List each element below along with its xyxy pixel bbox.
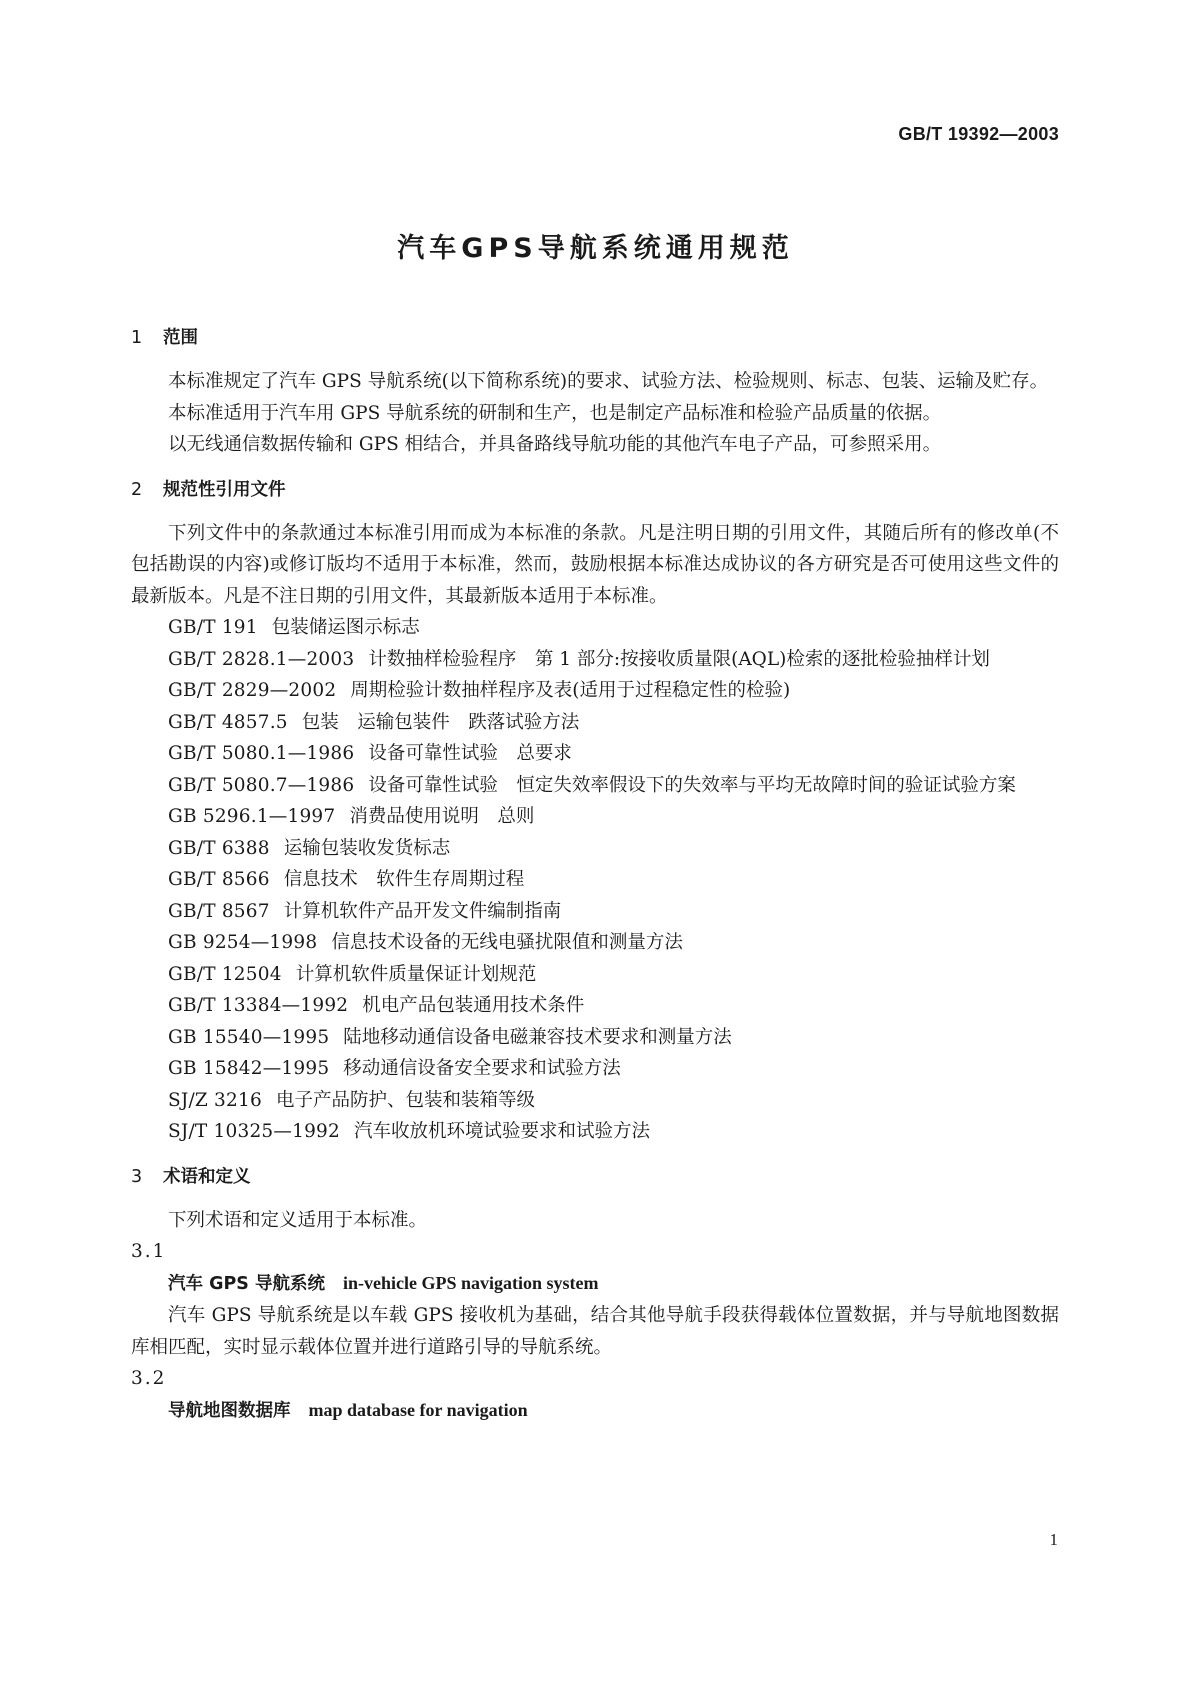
paragraph: 下列文件中的条款通过本标准引用而成为本标准的条款。凡是注明日期的引用文件，其随后所有的修改单(不包括勘误的内容)或修订版均不适用于本标准，然而，鼓励根据本标准达成协议的各方研究是否可使用这些文件的最新版本。凡是不注日期的引用文件，其最新版本适用于本标准。 xyxy=(131,522,1059,607)
section-number: 3 xyxy=(131,1166,143,1187)
reference-title: 消费品使用说明 总则 xyxy=(349,806,535,827)
section-title: 术语和定义 xyxy=(163,1166,251,1187)
document-body xyxy=(131,327,1059,1427)
reference-item xyxy=(131,644,1059,676)
document-title: 汽车GPS导航系统通用规范 xyxy=(397,233,794,264)
term-number: 3.2 xyxy=(131,1368,167,1389)
reference-item xyxy=(131,833,1059,865)
reference-code: GB 5296.1—1997 xyxy=(168,806,336,827)
reference-item xyxy=(131,959,1059,991)
page-number: 1 xyxy=(1049,1530,1058,1549)
reference-title: 计算机软件质量保证计划规范 xyxy=(295,963,537,985)
reference-item xyxy=(131,738,1059,770)
reference-item xyxy=(131,612,1059,644)
reference-title: 陆地移动通信设备电磁兼容技术要求和测量方法 xyxy=(343,1026,732,1048)
reference-list xyxy=(131,612,1059,1148)
reference-item xyxy=(131,675,1059,707)
reference-code: GB/T 8566 xyxy=(168,869,270,890)
reference-item xyxy=(131,990,1059,1022)
reference-item xyxy=(131,927,1059,959)
reference-code: GB 15540—1995 xyxy=(168,1026,330,1048)
reference-code: GB/T 2828.1—2003 xyxy=(168,648,355,670)
paragraph: 以无线通信数据传输和 GPS 相结合，并具备路线导航功能的其他汽车电子产品，可参照采用。 xyxy=(168,434,942,455)
reference-title: 电子产品防护、包装和装箱等级 xyxy=(275,1089,535,1111)
reference-title: 周期检验计数抽样程序及表(适用于过程稳定性的检验) xyxy=(350,680,791,701)
reference-title: 运输包装收发货标志 xyxy=(283,837,451,859)
reference-item xyxy=(131,896,1059,928)
reference-title: 包装 运输包装件 跌落试验方法 xyxy=(301,711,580,733)
term-en: map database for navigation xyxy=(308,1399,528,1420)
reference-title: 包装储运图示标志 xyxy=(271,617,420,638)
reference-item xyxy=(131,707,1059,739)
term-en: in-vehicle GPS navigation system xyxy=(342,1272,599,1293)
section-heading xyxy=(131,479,1059,501)
reference-code: GB/T 5080.1—1986 xyxy=(168,743,355,764)
section-heading xyxy=(131,327,1059,349)
reference-code: GB/T 13384—1992 xyxy=(168,995,349,1016)
reference-item xyxy=(131,1085,1059,1117)
reference-title: 计数抽样检验程序 第 1 部分:按接收质量限(AQL)检索的逐批检验抽样计划 xyxy=(368,648,990,670)
paragraph: 下列术语和定义适用于本标准。 xyxy=(168,1209,428,1231)
standard-code: GB/T 19392—2003 xyxy=(898,124,1059,144)
term-number: 3.1 xyxy=(131,1241,167,1262)
reference-code: GB 9254—1998 xyxy=(168,932,318,953)
section-number: 1 xyxy=(131,328,143,348)
reference-item xyxy=(131,864,1059,896)
reference-title: 汽车收放机环境试验要求和试验方法 xyxy=(353,1121,650,1142)
term-title xyxy=(131,1268,1059,1301)
reference-code: GB 15842—1995 xyxy=(168,1058,330,1079)
section-title: 规范性引用文件 xyxy=(163,479,286,500)
paragraph: 本标准适用于汽车用 GPS 导航系统的研制和生产，也是制定产品标准和检验产品质量的依据。 xyxy=(168,402,942,424)
reference-item xyxy=(131,801,1059,833)
section-heading xyxy=(131,1166,1059,1188)
reference-title: 信息技术设备的无线电骚扰限值和测量方法 xyxy=(331,932,683,953)
reference-item xyxy=(131,1022,1059,1054)
paragraph: 本标准规定了汽车 GPS 导航系统(以下简称系统)的要求、试验方法、检验规则、标志、包装、运输及贮存。 xyxy=(168,371,1049,392)
reference-title: 移动通信设备安全要求和试验方法 xyxy=(343,1058,621,1079)
reference-code: GB/T 4857.5 xyxy=(168,711,288,733)
reference-title: 设备可靠性试验 恒定失效率假设下的失效率与平均无故障时间的验证试验方案 xyxy=(368,774,1016,796)
reference-title: 机电产品包装通用技术条件 xyxy=(362,995,585,1016)
reference-item xyxy=(131,1053,1059,1085)
reference-code: GB/T 191 xyxy=(168,617,258,638)
reference-code: GB/T 8567 xyxy=(168,900,270,922)
term-zh: 汽车 GPS 导航系统 xyxy=(168,1273,325,1294)
reference-code: SJ/Z 3216 xyxy=(168,1089,262,1111)
term-definition: 汽车 GPS 导航系统是以车载 GPS 接收机为基础，结合其他导航手段获得载体位置数据，并与导航地图数据库相匹配，实时显示载体位置并进行道路引导的导航系统。 xyxy=(131,1305,1059,1358)
reference-code: SJ/T 10325—1992 xyxy=(168,1121,340,1142)
reference-code: GB/T 5080.7—1986 xyxy=(168,774,355,796)
reference-title: 计算机软件产品开发文件编制指南 xyxy=(283,900,562,922)
section-title: 范围 xyxy=(163,328,198,348)
reference-code: GB/T 12504 xyxy=(168,963,282,985)
reference-title: 信息技术 软件生存周期过程 xyxy=(283,869,525,890)
reference-code: GB/T 2829—2002 xyxy=(168,680,337,701)
reference-title: 设备可靠性试验 总要求 xyxy=(368,743,572,764)
reference-code: GB/T 6388 xyxy=(168,837,270,859)
reference-item xyxy=(131,1116,1059,1148)
section-number: 2 xyxy=(131,479,143,500)
term-zh: 导航地图数据库 xyxy=(168,1400,291,1421)
term-title xyxy=(131,1395,1059,1428)
reference-item xyxy=(131,770,1059,802)
